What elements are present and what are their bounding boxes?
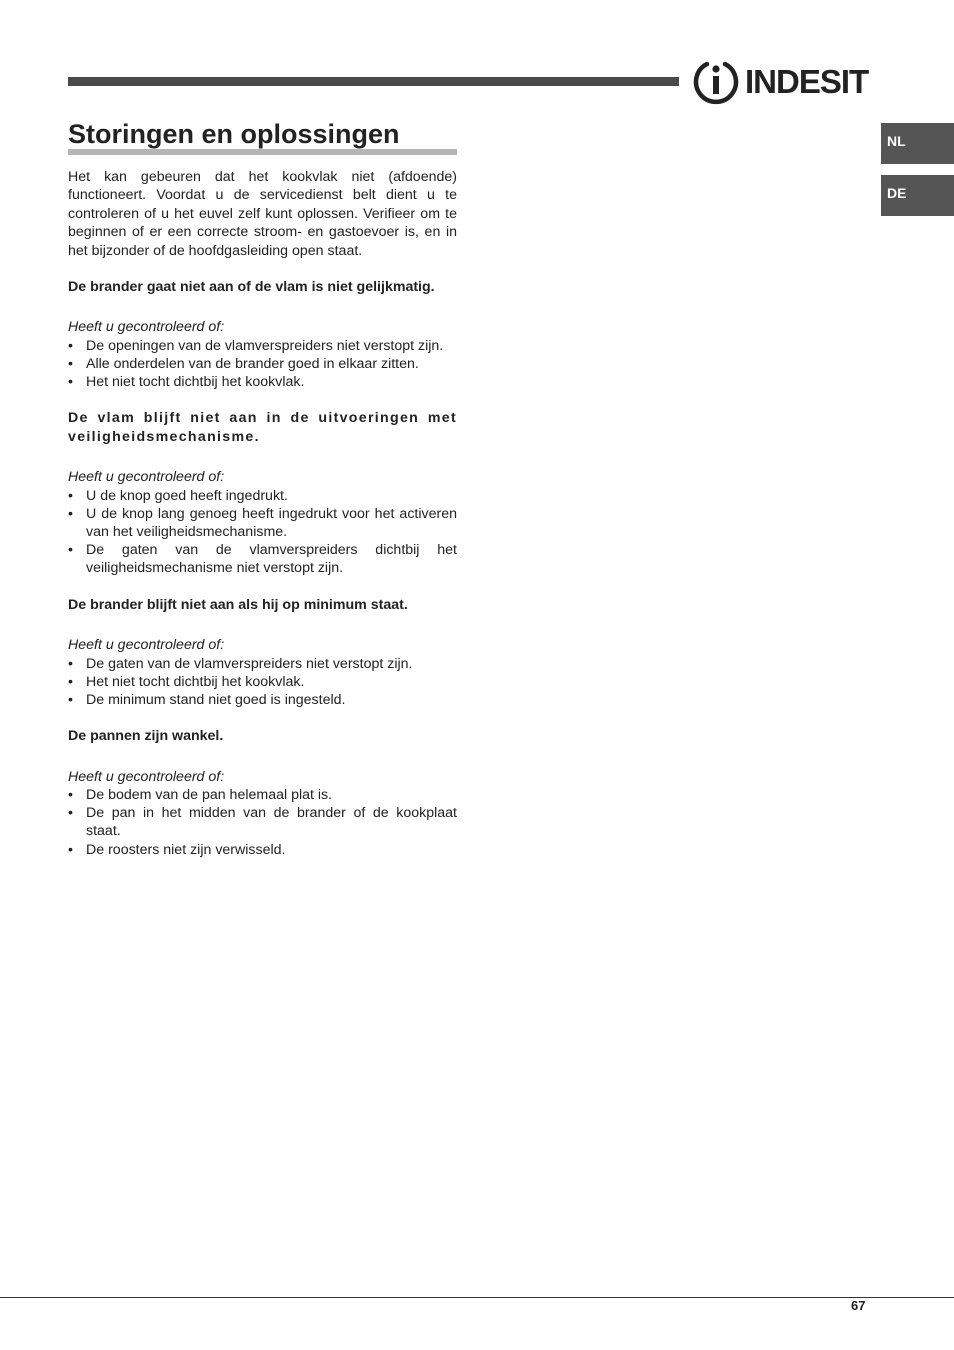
check-list [68, 655, 457, 710]
main-content [68, 116, 457, 859]
section-check-label: Heeft u gecontroleerd of: [68, 768, 225, 785]
section-heading: De pannen zijn wankel. [68, 728, 224, 745]
check-list [68, 487, 457, 578]
list-item: • Het niet tocht dichtbij het kookvlak. [68, 673, 457, 691]
section-heading: De vlam blijft niet aan in de uitvoeringen met veiligheidsmechanisme. [68, 410, 457, 445]
section-check-label: Heeft u gecontroleerd of: [68, 637, 225, 654]
section-heading: De brander gaat niet aan of de vlam is niet gelijkmatig. [68, 279, 435, 296]
list-item: • U de knop lang genoeg heeft ingedrukt voor het activeren van het veiligheidsmechanisme. [68, 505, 457, 541]
section-heading: De brander blijft niet aan als hij op minimum staat. [68, 596, 408, 613]
list-item: • Alle onderdelen van de brander goed in elkaar zitten. [68, 355, 457, 373]
check-list [68, 786, 457, 859]
brand-logo [693, 58, 873, 106]
page-number: 67 [851, 1298, 866, 1313]
list-item: • De openingen van de vlamverspreiders niet verstopt zijn. [68, 337, 457, 355]
list-item: • De minimum stand niet goed is ingesteld. [68, 691, 457, 709]
page-title [68, 116, 457, 153]
footer-rule [0, 1297, 954, 1298]
list-item: • De bodem van de pan helemaal plat is. [68, 786, 457, 804]
language-tab-nl[interactable]: NL [881, 123, 954, 164]
page-title-text: Storingen en oplossingen [68, 119, 400, 149]
brand-name: INDESIT [745, 63, 869, 100]
list-item: • De roosters niet zijn verwisseld. [68, 841, 457, 859]
indesit-i-logo-icon [693, 58, 739, 106]
list-item: • De gaten van de vlamverspreiders niet verstopt zijn. [68, 655, 457, 673]
title-underline [68, 149, 457, 155]
language-tab-de[interactable]: DE [881, 175, 954, 216]
check-list [68, 337, 457, 392]
list-item: • De gaten van de vlamverspreiders dichtbij het veiligheidsmechanisme niet verstopt zijn. [68, 541, 457, 577]
intro-paragraph: Het kan gebeuren dat het kookvlak niet (afdoende) functioneert. Voordat u de servicedienst belt dient u te controleren of u het euvel zelf kunt oplossen. Verifieer om te beginnen of er een correcte stroom- en gastoevoer is, en in het bijzonder of de hoofdgasleiding open staat. [68, 169, 457, 259]
list-item: • Het niet tocht dichtbij het kookvlak. [68, 373, 457, 391]
list-item: • U de knop goed heeft ingedrukt. [68, 487, 457, 505]
section-check-label: Heeft u gecontroleerd of: [68, 469, 225, 486]
list-item: • De pan in het midden van de brander of de kookplaat staat. [68, 804, 457, 840]
header-rule [68, 77, 679, 86]
section-check-label: Heeft u gecontroleerd of: [68, 319, 225, 336]
